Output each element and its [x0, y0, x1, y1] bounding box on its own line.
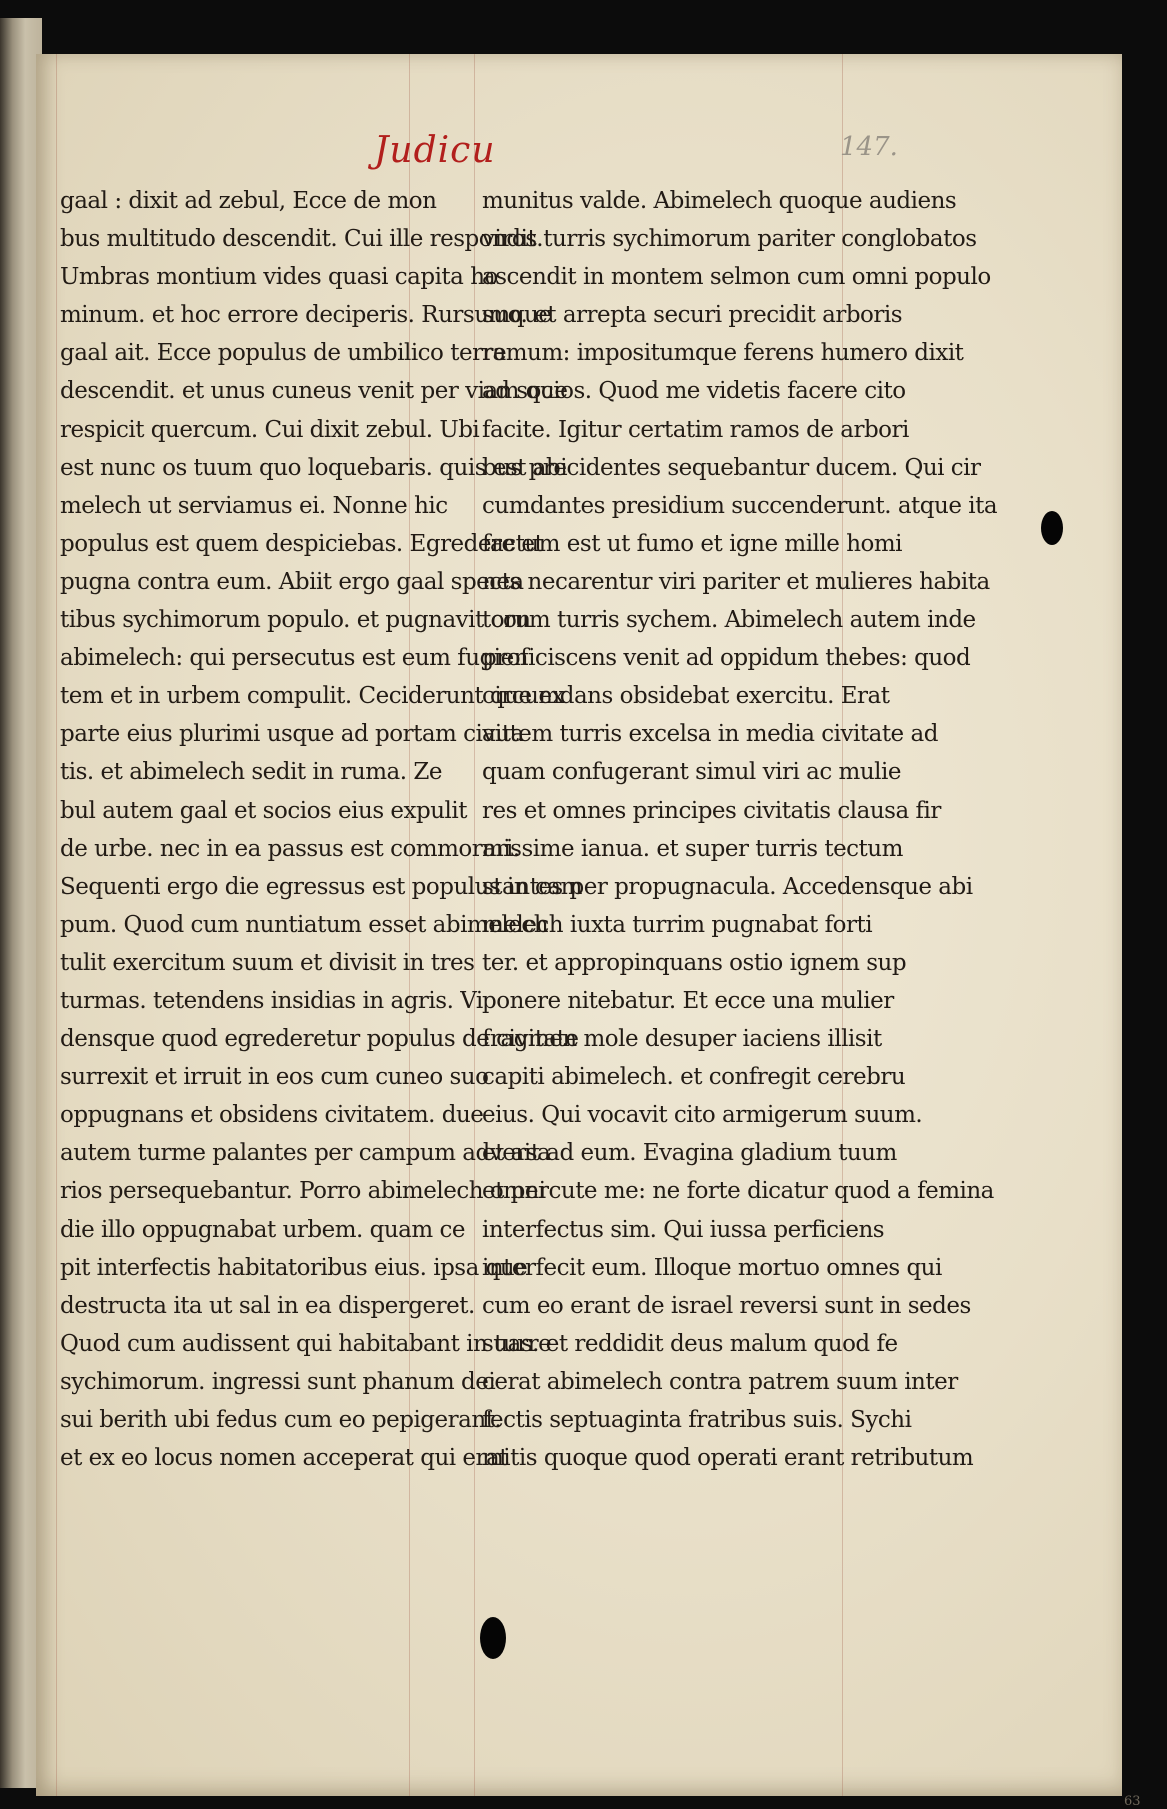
text-line: stantes per propugnacula. Accedensque abi [482, 873, 973, 900]
text-line: autem turris excelsa in media civitate ad [482, 721, 938, 748]
text-line: rios persequebantur. Porro abimelech omni [60, 1178, 546, 1205]
text-line: missime ianua. et super turris tectum [482, 835, 903, 862]
folio-number: 147. [840, 132, 898, 162]
manuscript-page [36, 54, 1141, 1809]
text-line: melech iuxta turrim pugnabat forti [482, 911, 873, 938]
text-line: ramum: impositumque ferens humero dixit [482, 340, 964, 367]
text-line: fragmen mole desuper iaciens illisit [482, 1026, 882, 1053]
text-line: suas. et reddidit deus malum quod fe [482, 1330, 898, 1357]
text-line: populus est quem despiciebas. Egredere et [60, 530, 544, 557]
text-line: tulit exercitum suum et divisit in tres [60, 949, 475, 976]
text-line: bus precidentes sequebantur ducem. Qui cir [482, 454, 981, 481]
text-line: et ait ad eum. Evagina gladium tuum [482, 1140, 897, 1167]
text-line: descendit. et unus cuneus venit per viam que [60, 378, 568, 405]
text-line: tis. et abimelech sedit in ruma. Ze [60, 759, 442, 786]
parchment-hole [480, 1617, 506, 1659]
text-line: die illo oppugnabat urbem. quam ce [60, 1216, 466, 1243]
text-line: eius. Qui vocavit cito armigerum suum. [482, 1102, 923, 1129]
text-line: densque quod egrederetur populus de civitate [60, 1026, 579, 1053]
text-line: bul autem gaal et socios eius expulit [60, 797, 467, 824]
text-line: quam confugerant simul viri ac mulie [482, 759, 901, 786]
text-line: mitis quoque quod operati erant retributum [482, 1445, 974, 1472]
text-line: suo. et arrepta securi precidit arboris [482, 302, 903, 329]
text-line: est nunc os tuum quo loquebaris. quis est abi [60, 454, 568, 481]
text-line: et percute me: ne forte dicatur quod a femina [482, 1178, 994, 1205]
text-line: pit interfectis habitatoribus eius. ipsa que [60, 1254, 528, 1281]
text-line: factum est ut fumo et igne mille homi [482, 530, 903, 557]
text-line: destructa ita ut sal in ea dispergeret. [60, 1292, 475, 1319]
text-line: munitus valde. Abimelech quoque audiens [482, 188, 957, 214]
text-line: oppugnans et obsidens civitatem. due [60, 1102, 484, 1129]
text-line: melech ut serviamus ei. Nonne hic [60, 492, 448, 519]
text-line: autem turme palantes per campum adversa [60, 1140, 551, 1167]
text-line: sychimorum. ingressi sunt phanum dei [60, 1368, 496, 1395]
text-column-left [60, 182, 582, 1477]
text-line: fectis septuaginta fratribus suis. Sychi [482, 1407, 912, 1433]
text-line: gaal ait. Ecce populus de umbilico terre [60, 340, 507, 367]
text-line: circumdans obsidebat exercitu. Erat [482, 683, 890, 710]
text-column-right [482, 182, 998, 1477]
text-line: viros turris sychimorum pariter conglobatos [482, 226, 977, 253]
text-line: sui berith ubi fedus cum eo pepigerant. [60, 1407, 502, 1433]
text-line: minum. et hoc errore deciperis. Rursumque [60, 302, 552, 329]
text-line: pum. Quod cum nuntiatum esset abimelech [60, 911, 549, 938]
text-line: surrexit et irruit in eos cum cuneo suo [60, 1064, 489, 1091]
text-line: torum turris sychem. Abimelech autem inde [482, 607, 976, 634]
text-line: abimelech: qui persecutus est eum fugien [60, 645, 529, 672]
text-line: cumdantes presidium succenderunt. atque ita [482, 492, 998, 519]
text-line: respicit quercum. Cui dixit zebul. Ubi [60, 416, 480, 443]
text-line: ponere nitebatur. Et ecce una mulier [482, 987, 894, 1014]
text-line: et ex eo locus nomen acceperat qui erat [60, 1445, 508, 1472]
text-line: Quod cum audissent qui habitabant in turre [60, 1330, 552, 1357]
text-line: turmas. tetendens insidias in agris. Vi [60, 987, 483, 1014]
quire-signature: 63 [1124, 1794, 1141, 1809]
text-line: cerat abimelech contra patrem suum inter [482, 1368, 958, 1395]
text-line: tibus sychimorum populo. et pugnavit con [60, 607, 531, 634]
text-line: ad socios. Quod me videtis facere cito [482, 378, 906, 405]
text-line: res et omnes principes civitatis clausa fir [482, 797, 941, 824]
ruling-line [56, 54, 57, 1796]
text-line: Umbras montium vides quasi capita ho [60, 264, 498, 291]
text-line: capiti abimelech. et confregit cerebru [482, 1064, 906, 1091]
text-line: tem et in urbem compulit. Ceciderunt que ex [60, 683, 565, 710]
text-line: facite. Igitur certatim ramos de arbori [482, 416, 909, 443]
text-line: ascendit in montem selmon cum omni populo [482, 264, 991, 291]
running-head: Judicu [374, 130, 496, 171]
text-line: Sequenti ergo die egressus est populus in cam [60, 873, 582, 900]
text-line: parte eius plurimi usque ad portam civita [60, 721, 524, 748]
text-line: cum eo erant de israel reversi sunt in sedes [482, 1292, 971, 1319]
text-line: de urbe. nec in ea passus est commorari. [60, 835, 520, 862]
parchment-hole [1041, 511, 1063, 545]
text-line: bus multitudo descendit. Cui ille respondit. [60, 226, 544, 253]
text-line: ter. et appropinquans ostio ignem sup [482, 949, 907, 976]
text-line: proficiscens venit ad oppidum thebes: quod [482, 645, 971, 672]
text-line: pugna contra eum. Abiit ergo gaal specta [60, 568, 524, 595]
text-line: nes necarentur viri pariter et mulieres habita [482, 568, 990, 595]
text-line: interfecit eum. Illoque mortuo omnes qui [482, 1254, 942, 1281]
text-line: interfectus sim. Qui iussa perficiens [482, 1216, 885, 1243]
text-line: gaal : dixit ad zebul, Ecce de mon [60, 188, 437, 214]
